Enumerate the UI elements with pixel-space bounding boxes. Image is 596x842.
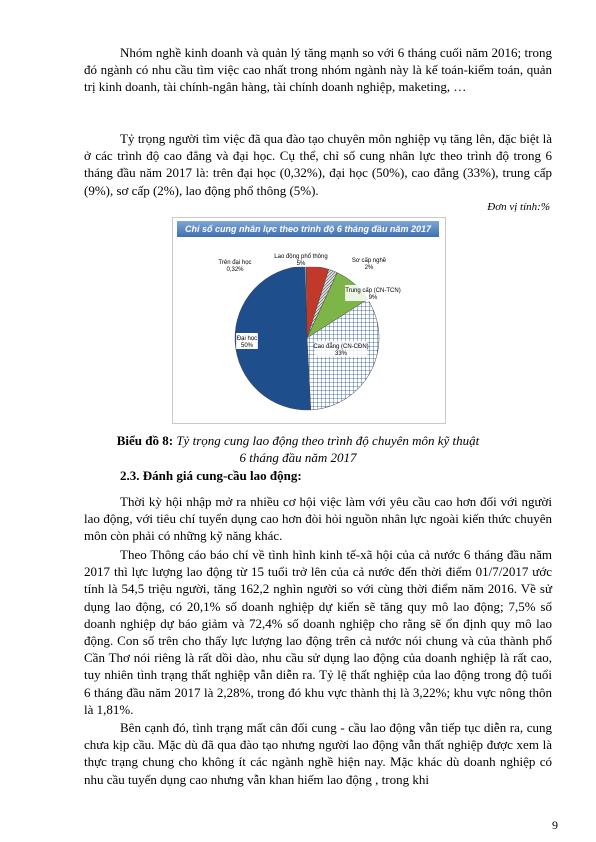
page-number: 9 [552, 818, 558, 832]
slice-name-label: Cao đẳng (CN-CĐN) [313, 344, 369, 350]
pie-chart-svg [173, 218, 445, 423]
section-heading: 2.3. Đánh giá cung-cầu lao động: [120, 468, 302, 483]
slice-value-label: 9% [368, 295, 378, 301]
slice-value-label: 2% [364, 265, 374, 271]
slice-name-label: Trung cấp (CN-TCN) [345, 288, 401, 294]
paragraph-intro: Nhóm nghề kinh doanh và quản lý tăng mạnh so với 6 tháng cuối năm 2016; trong đó ngành có nhu cầu tìm việc cao nhất trong nhóm ngành này là kế toán-kiểm toán, quản trị kinh doanh, tài chính-ngân hàng, tài chính doanh nghiệp, maketing, … [84, 45, 552, 95]
chart-title: Chỉ số cung nhân lực theo trình độ 6 tháng đầu năm 2017 [177, 221, 439, 237]
caption-text-1: Tỷ trọng cung lao động theo trình độ chuyên môn kỹ thuật [173, 433, 480, 448]
slice-value-label: 33% [334, 351, 348, 357]
pie-chart [172, 217, 446, 424]
slice-name-label: Sơ cấp nghề [351, 258, 387, 264]
chart-caption [60, 432, 536, 466]
paragraph-imbalance: Bên cạnh đó, tình trạng mất cân đối cung - cầu lao động vẫn tiếp tục diễn ra, cung chưa kịp cầu. Mặc dù đã qua đào tạo nhưng người lao động vẫn thất nghiệp được xem là thực trạng chung cho không ít các ngành nghề hiện nay. Mặc khác dù doanh nghiệp có nhu cầu tuyển dụng cao nhưng vẫn khan hiếm lao động , trong khi [84, 720, 552, 787]
slice-value-label: 50% [240, 343, 254, 349]
slice-name-label: Đại học [236, 336, 258, 342]
slice-name-label: Trên đại học [218, 260, 252, 266]
unit-note: Đơn vị tính:% [487, 201, 550, 213]
paragraph-qualification-share: Tỷ trọng người tìm việc đã qua đào tạo chuyên môn nghiệp vụ tăng lên, đặc biệt là ở các trình độ cao đẳng và đại học. Cụ thể, chỉ số cung nhân lực theo trình độ trong 6 tháng đầu năm 2017 là: trên đại học (0,32%), đại học (50%), cao đẳng (33%), trung cấp (9%), sơ cấp (2%), lao động phổ thông (5%). [84, 131, 552, 198]
caption-text-2: 6 tháng đầu năm 2017 [239, 450, 357, 465]
slice-value-label: 5% [296, 261, 306, 267]
paragraph-integration: Thời kỳ hội nhập mở ra nhiều cơ hội việc làm với yêu cầu cao hơn đối với người lao động, với tiêu chí tuyển dụng cao hơn đòi hỏi nguồn nhân lực ngoài kiến thức chuyên môn còn phải có những kỹ năng khác. [84, 494, 552, 544]
caption-label: Biểu đồ 8: [116, 433, 174, 448]
paragraph-labour-force: Theo Thông cáo báo chí về tình hình kinh tế-xã hội của cả nước 6 tháng đầu năm 2017 thì lực lượng lao động từ 15 tuổi trở lên của cả nước đến thời điểm 01/7/2017 ước tính là 54,5 triệu người, tăng 162,2 nghìn người so với cùng thời điểm năm 2016. Về sử dụng lao động, có 20,1% số doanh nghiệp dự kiến sẽ tăng quy mô lao động; 7,5% số doanh nghiệp dự báo giảm và 72,4% số doanh nghiệp cho rằng sẽ ổn định quy mô lao động. Con số trên cho thấy lực lượng lao động trên cả nước nói chung và của thành phố Cần Thơ nói riêng là rất dồi dào, nhu cầu sử dụng lao động của doanh nghiệp là rất cao, tuy nhiên tình trạng thất nghiệp vẫn diễn ra. Tỷ lệ thất nghiệp của lao động trong độ tuổi 6 tháng đầu năm 2017 là 2,28%, trong đó khu vực thành thị là 3,22%; khu vực nông thôn là 1,81%. [84, 547, 552, 717]
slice-value-label: 0,32% [226, 267, 244, 273]
slice-name-label: Lao động phổ thông [274, 254, 328, 260]
